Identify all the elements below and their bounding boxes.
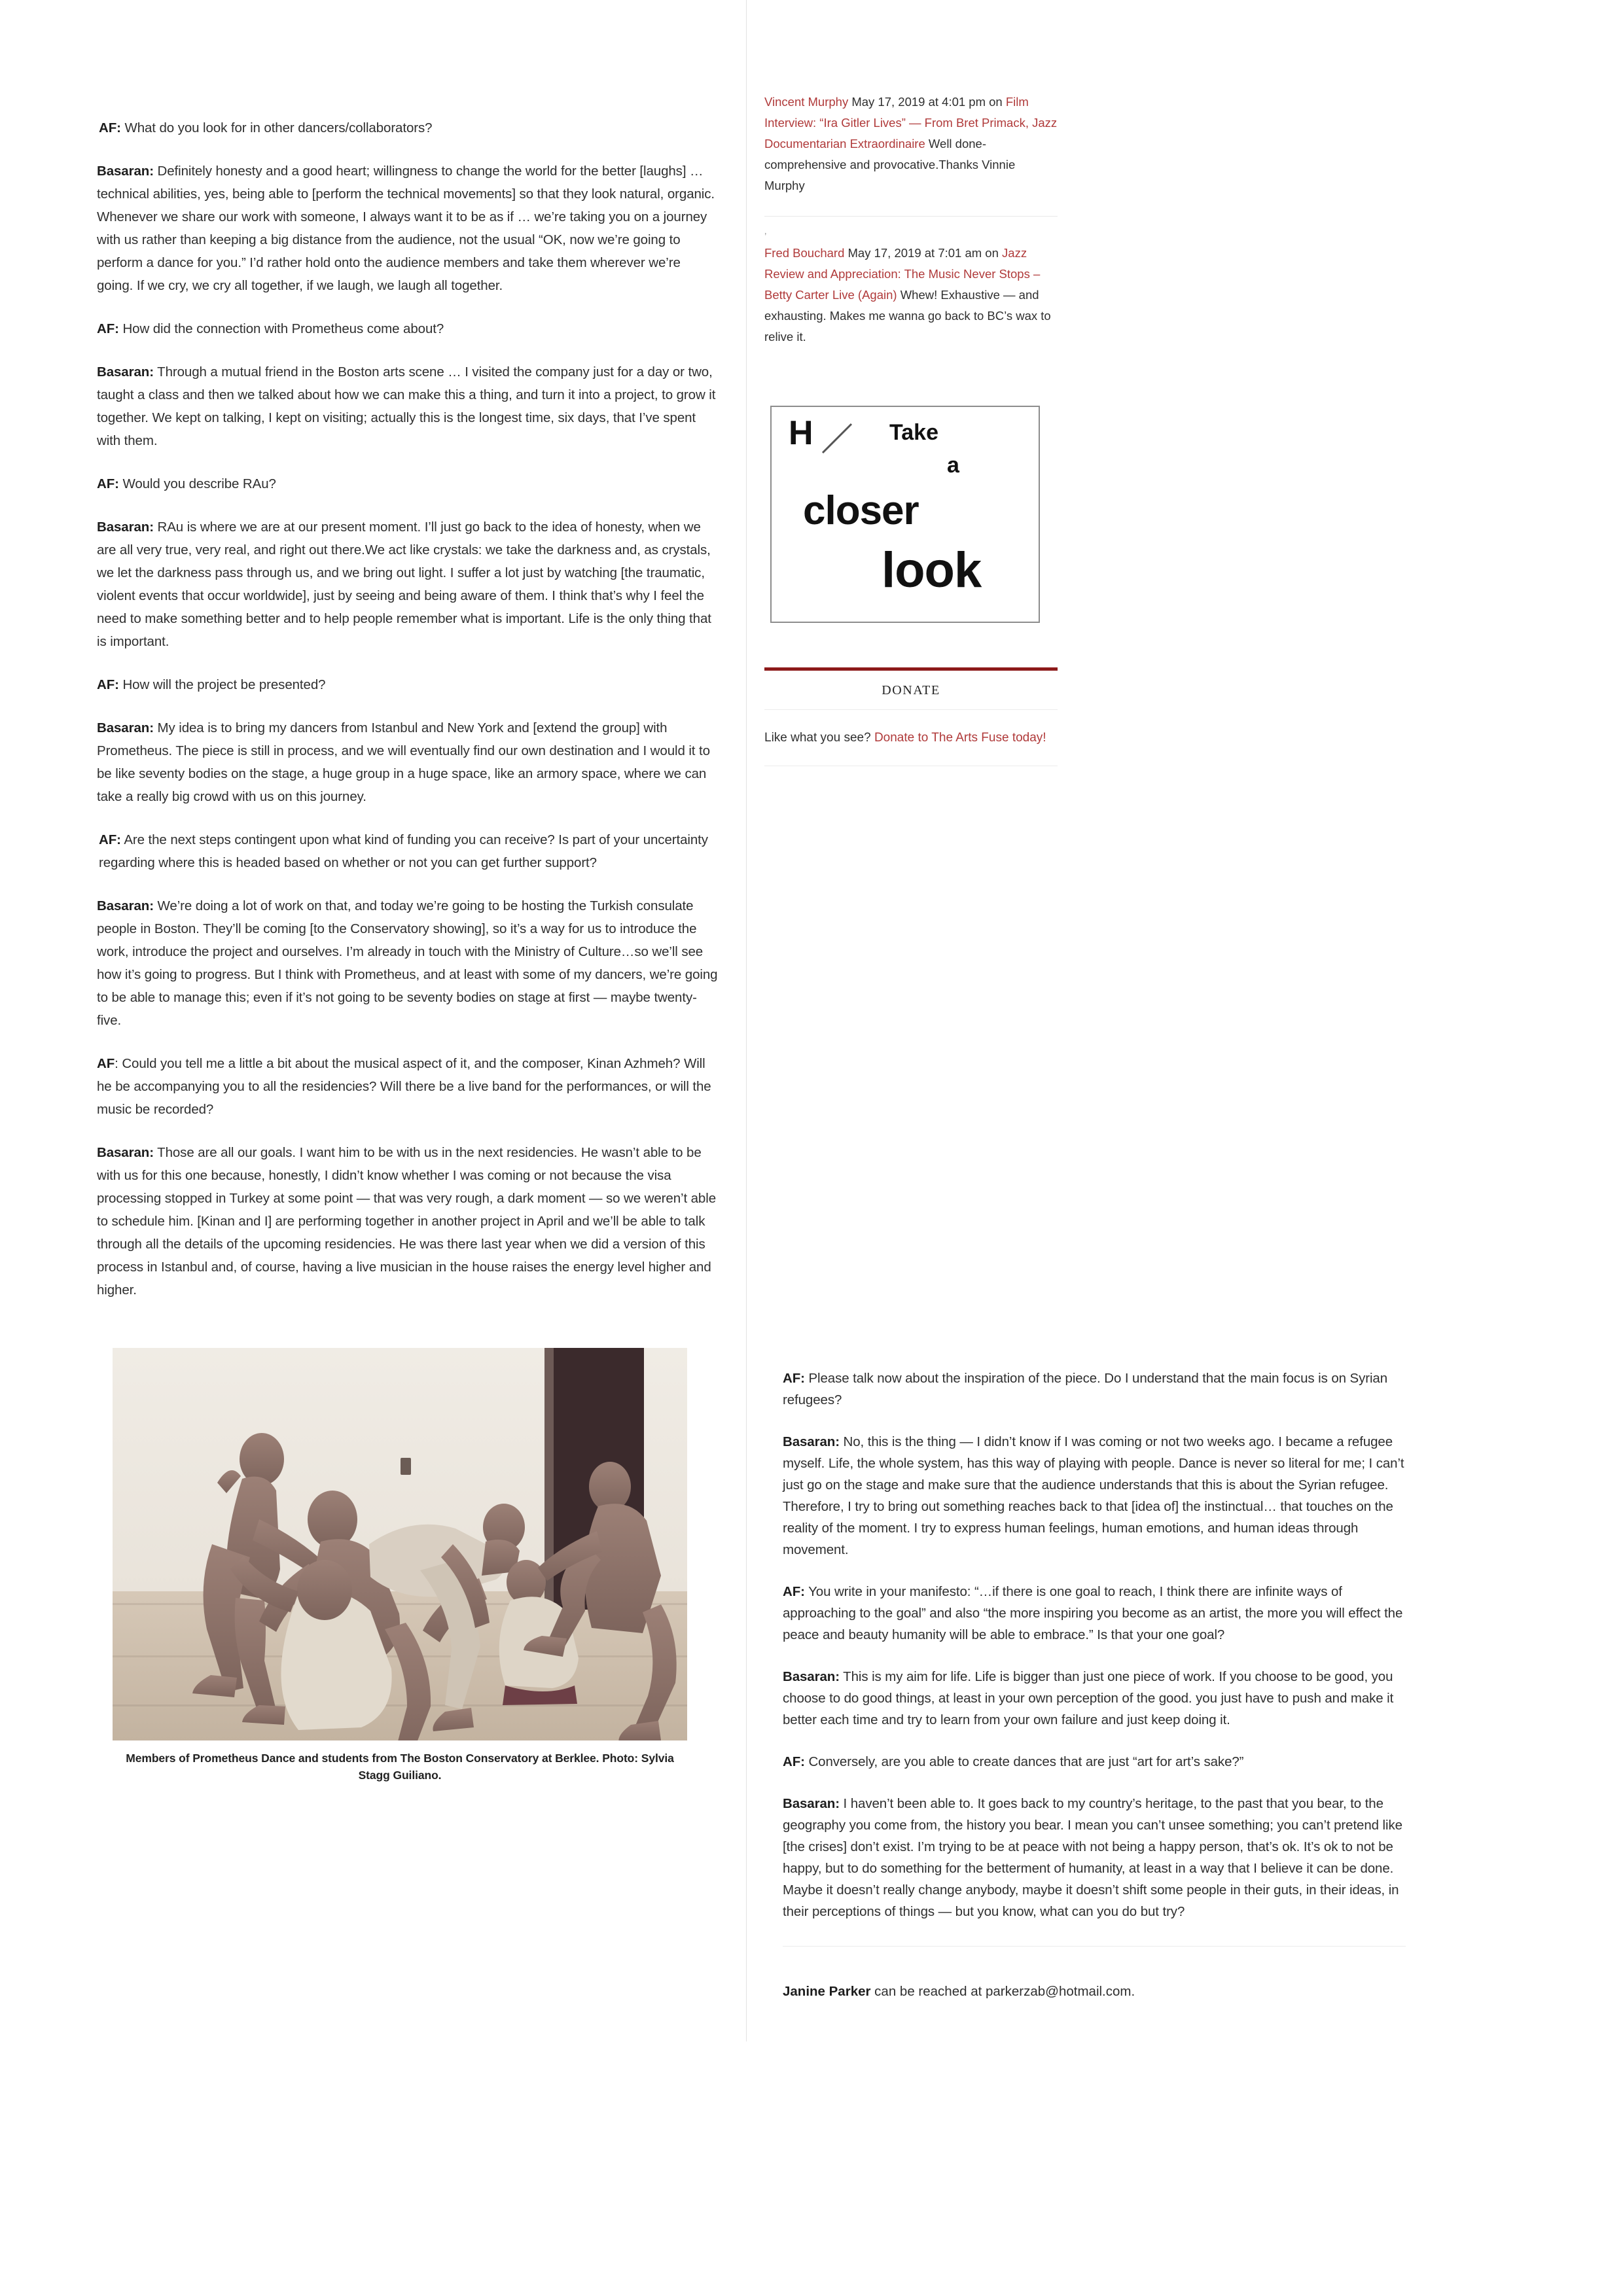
sidebar-recent-comments — [764, 92, 1058, 362]
speaker-label: Basaran: — [783, 1434, 840, 1449]
paragraph-text: I haven’t been able to. It goes back to my country’s heritage, to the past that you bear, to the geography you come from, the history you bear. I mean you can’t unsee something; you can’t pretend like [the crises] don’t exist. I’m trying to be at peace with not being a happy person, that’s ok. It’s ok to not be happy, but to do something for the betterment of humanity, at least in a way that I believe it can be done. Maybe it doesn’t really change anybody, maybe it doesn’t shift some people in their guts, in their ideas, in their perceptions of things — but you know, what can you do but try? — [783, 1796, 1402, 1919]
comment-meta: May 17, 2019 at 7:01 am on — [844, 246, 1003, 260]
donate-link[interactable]: Donate to The Arts Fuse today! — [874, 731, 1046, 745]
paragraph-qa — [97, 361, 719, 452]
slash-icon — [820, 421, 854, 455]
photo-illustration — [113, 1348, 687, 1740]
speaker-label: Basaran: — [97, 1145, 154, 1160]
ad-word-a: a — [947, 453, 959, 478]
ad-word-closer: closer — [803, 488, 919, 533]
speaker-label: AF: — [783, 1754, 805, 1769]
donate-widget-title: DONATE — [764, 671, 1058, 710]
comment-separator — [764, 216, 1058, 217]
paragraph-qa — [97, 116, 719, 139]
paragraph-qa — [97, 828, 719, 874]
paragraph-qa — [97, 516, 719, 653]
paragraph-qa — [97, 894, 719, 1032]
article-body-continued — [783, 1368, 1406, 2002]
comment-item — [764, 92, 1058, 211]
speaker-label: Basaran: — [783, 1796, 840, 1811]
paragraph-qa — [97, 716, 719, 808]
take-a-closer-look-ad[interactable] — [770, 406, 1040, 623]
paragraph-text: Please talk now about the inspiration of the piece. Do I understand that the main focus is on Syrian refugees? — [783, 1371, 1388, 1407]
comment-excerpt: Whew! Exhaustive — and exhausting. Makes me wanna go back to BC’s wax to relive it. — [764, 288, 1051, 344]
ad-word-look: look — [882, 542, 982, 598]
paragraph-text: How will the project be presented? — [118, 677, 326, 692]
article-figure — [113, 1348, 687, 1784]
paragraph-qa — [97, 1141, 719, 1301]
paragraph-text: You write in your manifesto: “…if there is one goal to reach, I think there are infinite ways of approaching to the goal” and also “the more inspiring you become as an artist, the more you will effect the peace and beauty humanity will be able to embrace.” Is that your one goal? — [783, 1584, 1403, 1642]
paragraph-qa — [783, 1431, 1406, 1561]
paragraph-text: What do you look for in other dancers/collaborators? — [120, 120, 433, 135]
paragraph-text: : Could you tell me a little a bit about the musical aspect of it, and the composer, Kinan Azhmeh? Will he be accompanying you to all the residencies? Will there be a live band for the performances, or will the music be recorded? — [97, 1056, 711, 1117]
speaker-label: Basaran: — [97, 520, 154, 535]
paragraph-text: Those are all our goals. I want him to be with us in the next residencies. He wasn’t able to be with us for this one because, honestly, I didn’t know whether I was coming or not because the visa processing stopped in Turkey at some point — that was very rough, a dark moment — so we weren’t able to schedule him. [Kinan and I] are performing together in another project in April and we’ll be able to talk through all the details of the upcoming residencies. He was there last year when we did a version of this process in Istanbul and, of course, having a live musician in the house raises the energy level higher and higher. — [97, 1145, 716, 1298]
paragraph-text: Would you describe RAu? — [118, 476, 276, 491]
author-contact: can be reached at parkerzab@hotmail.com. — [870, 1984, 1135, 1999]
comment-item — [764, 243, 1058, 362]
comment-author-link[interactable]: Fred Bouchard — [764, 246, 845, 260]
paragraph-text: Are the next steps contingent upon what kind of funding you can receive? Is part of your uncertainty regarding where this is headed based on whether or not you can get further support? — [99, 832, 708, 870]
paragraph-qa — [783, 1751, 1406, 1773]
ad-word-take: Take — [889, 420, 938, 445]
speaker-label: AF: — [783, 1584, 805, 1599]
donate-widget — [764, 667, 1058, 766]
paragraph-qa — [783, 1368, 1406, 1411]
author-byline — [783, 1981, 1406, 2002]
donate-widget-body — [764, 710, 1058, 749]
h-logo-mark: H — [789, 414, 813, 452]
speaker-label: AF: — [783, 1371, 805, 1386]
comment-post-link[interactable]: Film Interview: “Ira Gitler Lives” — From Bret Primack, Jazz Documentarian Extraordinaire — [764, 95, 1058, 150]
paragraph-text: No, this is the thing — I didn’t know if I was coming or not two weeks ago. I became a refugee myself. Life, the whole system, has this way of playing with people. Dance is never so literal for me; I can’t just go on the stage and make sure that the audience understands that this is about the Syrian refugee. Therefore, I try to bring out something reaches back to that [idea of] the instinctual… that touches on the reality of the moment. I try to express human feelings, human emotions, and human ideas through movement. — [783, 1434, 1404, 1557]
speaker-label: AF: — [97, 677, 119, 692]
paragraph-text: My idea is to bring my dancers from Istanbul and New York and [extend the group] with Prometheus. The piece is still in process, and we will eventually find our own destination and I would it to be like seventy bodies on the stage, a huge group in a huge space, like an armory space, where we can take a really big crowd with us on this journey. — [97, 720, 710, 804]
paragraph-qa — [97, 1052, 719, 1121]
speaker-label: AF: — [97, 476, 119, 491]
paragraph-text: How did the connection with Prometheus come about? — [118, 321, 444, 336]
author-name: Janine Parker — [783, 1984, 871, 1999]
paragraph-text: This is my aim for life. Life is bigger than just one piece of work. If you choose to be good, you choose to do good things, at least in your own perception of the good. you just have to push and make it better each time and try to learn from your own failure and just keep doing it. — [783, 1669, 1394, 1727]
speaker-label: Basaran: — [97, 898, 154, 913]
comment-author-link[interactable]: Vincent Murphy — [764, 95, 849, 109]
paragraph-text: We’re doing a lot of work on that, and today we’re going to be hosting the Turkish consulate people in Boston. They’ll be coming [to the Conservatory showing], so it’s a way for us to introduce the work, introduce the project and ourselves. I’m already in touch with the Ministry of Culture…so we’ll see how it’s going to progress. But I think with Prometheus, and at least with some of my dancers, we’re going to be able to manage this; even if it’s not going to be seventy bodies on stage at first — maybe twenty-five. — [97, 898, 718, 1028]
speaker-label: AF: — [99, 832, 121, 847]
paragraph-text: RAu is where we are at our present moment. I’ll just go back to the idea of honesty, when we are all very true, very real, and right out there.We act like crystals: we take the darkness and, as crystals, we let the darkness pass through us, and we bring out light. I suffer a lot just by watching [the traumatic, violent events that occur worldwide], just by seeing and being aware of them. I think that’s why I feel the need to make something better and to help people remember what is important. Life is the only thing that is important. — [97, 520, 711, 649]
speaker-label: Basaran: — [783, 1669, 840, 1684]
comment-post-link[interactable]: Jazz Review and Appreciation: The Music Never Stops – Betty Carter Live (Again) — [764, 246, 1041, 302]
quote-tick-icon: ’ — [764, 231, 767, 242]
speaker-label: AF: — [99, 120, 121, 135]
paragraph-text: Through a mutual friend in the Boston arts scene … I visited the company just for a day or two, taught a class and then we talked about how we can make this a thing, and turn it into a project, to grow it together. We kept on talking, I kept on visiting; actually this is the longest time, six days, that I’ve spent with them. — [97, 364, 716, 448]
paragraph-qa — [97, 472, 719, 495]
paragraph-qa — [97, 160, 719, 297]
speaker-label: AF: — [97, 321, 119, 336]
speaker-label: Basaran: — [97, 164, 154, 179]
paragraph-text: Conversely, are you able to create dances that are just “art for art’s sake?” — [804, 1754, 1244, 1769]
donate-lead-text: Like what you see? — [764, 731, 874, 745]
speaker-label: Basaran: — [97, 364, 154, 380]
figure-caption: Members of Prometheus Dance and students from The Boston Conservatory at Berklee. Photo: Sylvia Stagg Guiliano. — [126, 1752, 674, 1782]
article-body — [97, 116, 719, 1322]
paragraph-qa — [783, 1666, 1406, 1731]
paragraph-qa — [97, 673, 719, 696]
comment-excerpt: Well done-comprehensive and provocative.Thanks Vinnie Murphy — [764, 137, 1016, 192]
comment-meta: May 17, 2019 at 4:01 pm on — [848, 95, 1006, 109]
speaker-label: Basaran: — [97, 720, 154, 735]
dance-rehearsal-photo — [113, 1348, 687, 1740]
paragraph-qa — [97, 317, 719, 340]
byline-rule — [783, 1946, 1406, 1947]
column-divider — [746, 0, 747, 2041]
paragraph-qa — [783, 1793, 1406, 1922]
paragraph-text: Definitely honesty and a good heart; willingness to change the world for the better [laughs] …technical abilities, yes, being able to [perform the technical movements] so that they look natural, organic. Whenever we share our work with someone, I always want it to be as if … we’re taking you on a journey with us rather than keeping a big distance from the audience, not the usual “OK, now we’re going to perform a dance for you.” I’d rather hold onto the audience members and take them wherever we’re going. If we cry, we cry all together, if we laugh, we laugh all together. — [97, 164, 715, 293]
paragraph-qa — [783, 1581, 1406, 1646]
speaker-label: AF — [97, 1056, 115, 1071]
